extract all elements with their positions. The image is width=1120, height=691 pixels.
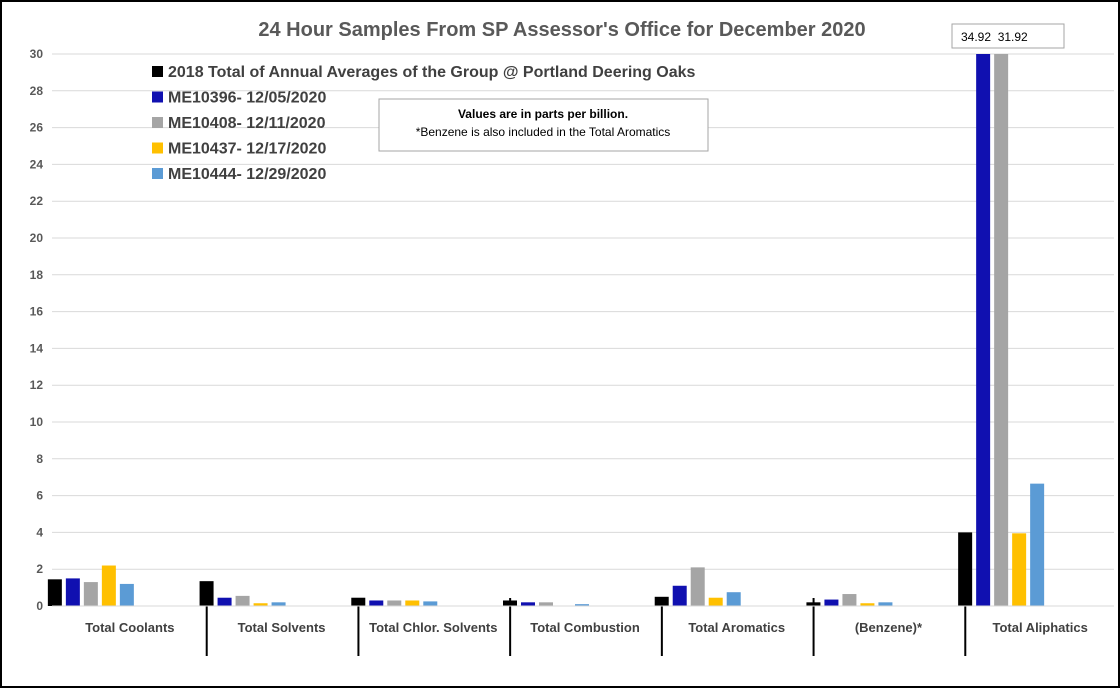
overflow-label-box xyxy=(952,24,1064,48)
y-tick-label: 22 xyxy=(29,194,43,209)
legend-label: ME10437- 12/17/2020 xyxy=(168,140,327,158)
bar xyxy=(673,586,687,606)
bar xyxy=(994,54,1008,606)
bar xyxy=(824,600,838,606)
legend-marker xyxy=(152,168,163,179)
bar xyxy=(423,601,437,606)
x-tick-label: Total Aliphatics xyxy=(992,620,1088,635)
y-tick-label: 10 xyxy=(29,415,43,429)
y-tick-label: 30 xyxy=(29,47,43,61)
bar xyxy=(709,598,723,606)
y-tick-label: 26 xyxy=(29,120,43,135)
y-tick-label: 2 xyxy=(36,562,43,577)
y-tick-label: 4 xyxy=(36,525,43,540)
bar xyxy=(727,592,741,606)
bar xyxy=(218,598,232,606)
y-tick-label: 6 xyxy=(36,488,43,503)
y-tick-label: 20 xyxy=(29,231,43,245)
bar xyxy=(842,594,856,606)
bar xyxy=(120,584,134,606)
bar xyxy=(48,579,62,606)
y-tick-label: 8 xyxy=(36,451,43,466)
legend-label: ME10408- 12/11/2020 xyxy=(168,115,326,132)
legend-label: 2018 Total of Annual Averages of the Group @ Portland Deering Oaks xyxy=(168,64,696,81)
annotation-line-2: *Benzene is also included in the Total Aromatics xyxy=(415,125,671,139)
bar xyxy=(369,600,383,606)
legend-marker xyxy=(152,66,163,77)
annotation-box xyxy=(379,99,708,151)
y-tick-label: 14 xyxy=(29,341,43,356)
bar xyxy=(878,602,892,606)
bar xyxy=(1030,484,1044,606)
chart-svg xyxy=(2,2,1118,686)
y-tick-label: 0 xyxy=(36,599,43,613)
overflow-label: 34.92 31.92 xyxy=(961,30,1028,44)
x-tick-label: Total Combustion xyxy=(530,620,640,635)
y-axis-ticks xyxy=(30,47,44,613)
annotation-line-1: Values are in parts per billion. xyxy=(457,107,629,121)
y-tick-label: 24 xyxy=(29,157,43,172)
bar xyxy=(66,578,80,606)
x-tick-label: (Benzene)* xyxy=(854,620,923,635)
legend-marker xyxy=(152,117,163,128)
legend-label: ME10444- 12/29/2020 xyxy=(168,166,327,183)
bar xyxy=(102,566,116,606)
legend-marker xyxy=(152,143,163,154)
bar xyxy=(387,600,401,606)
x-tick-label: Total Solvents xyxy=(237,620,326,635)
bar xyxy=(272,602,286,606)
bar xyxy=(84,582,98,606)
x-tick-label: Total Coolants xyxy=(85,620,175,635)
x-tick-label: Total Chlor. Solvents xyxy=(369,620,498,635)
bar xyxy=(405,600,419,606)
y-tick-label: 18 xyxy=(29,267,43,282)
legend-label: ME10396- 12/05/2020 xyxy=(168,89,327,107)
bar xyxy=(691,567,705,606)
y-tick-label: 12 xyxy=(29,378,43,393)
x-tick-label: Total Aromatics xyxy=(688,620,786,635)
y-tick-label: 28 xyxy=(29,83,43,98)
bar xyxy=(958,532,972,606)
legend-marker xyxy=(152,92,163,103)
bar xyxy=(236,596,250,606)
x-axis xyxy=(52,598,1114,656)
y-tick-label: 16 xyxy=(29,304,43,319)
bar xyxy=(1012,533,1026,606)
bar xyxy=(976,54,990,606)
chart-title: 24 Hour Samples From SP Assessor's Office for December 2020 xyxy=(258,19,866,41)
bar xyxy=(521,602,535,606)
bar xyxy=(539,602,553,606)
